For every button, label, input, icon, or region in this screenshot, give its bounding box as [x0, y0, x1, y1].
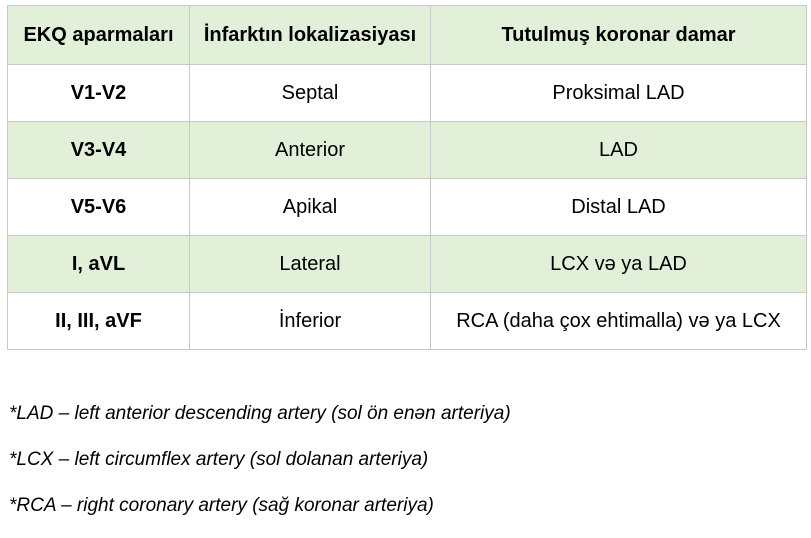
cell-artery: LCX və ya LAD — [431, 236, 807, 293]
header-infarct-location: İnfarktın lokalizasiyası — [190, 6, 431, 65]
cell-location: Lateral — [190, 236, 431, 293]
cell-artery: LAD — [431, 122, 807, 179]
table-row — [8, 293, 807, 350]
cell-leads: V3-V4 — [8, 122, 190, 179]
cell-leads: V1-V2 — [8, 65, 190, 122]
cell-artery: Proksimal LAD — [431, 65, 807, 122]
cell-location: İnferior — [190, 293, 431, 350]
footnote-lad: *LAD – left anterior descending artery (sol ön enən arteriya) — [9, 403, 511, 424]
ecg-infarct-table — [7, 5, 807, 350]
table-row — [8, 122, 807, 179]
table-row — [8, 65, 807, 122]
cell-location: Septal — [190, 65, 431, 122]
table-row — [8, 179, 807, 236]
header-ecg-leads: EKQ aparmaları — [8, 6, 190, 65]
cell-leads: I, aVL — [8, 236, 190, 293]
header-coronary-artery: Tutulmuş koronar damar — [431, 6, 807, 65]
table-header-row — [8, 6, 807, 65]
cell-location: Anterior — [190, 122, 431, 179]
table-row — [8, 236, 807, 293]
cell-artery: RCA (daha çox ehtimalla) və ya LCX — [431, 293, 807, 350]
cell-leads: V5-V6 — [8, 179, 190, 236]
cell-leads: II, III, aVF — [8, 293, 190, 350]
footnotes — [9, 400, 511, 538]
footnote-lcx: *LCX – left circumflex artery (sol dolanan arteriya) — [9, 449, 429, 470]
cell-artery: Distal LAD — [431, 179, 807, 236]
footnote-rca: *RCA – right coronary artery (sağ koronar arteriya) — [9, 495, 434, 516]
cell-location: Apikal — [190, 179, 431, 236]
